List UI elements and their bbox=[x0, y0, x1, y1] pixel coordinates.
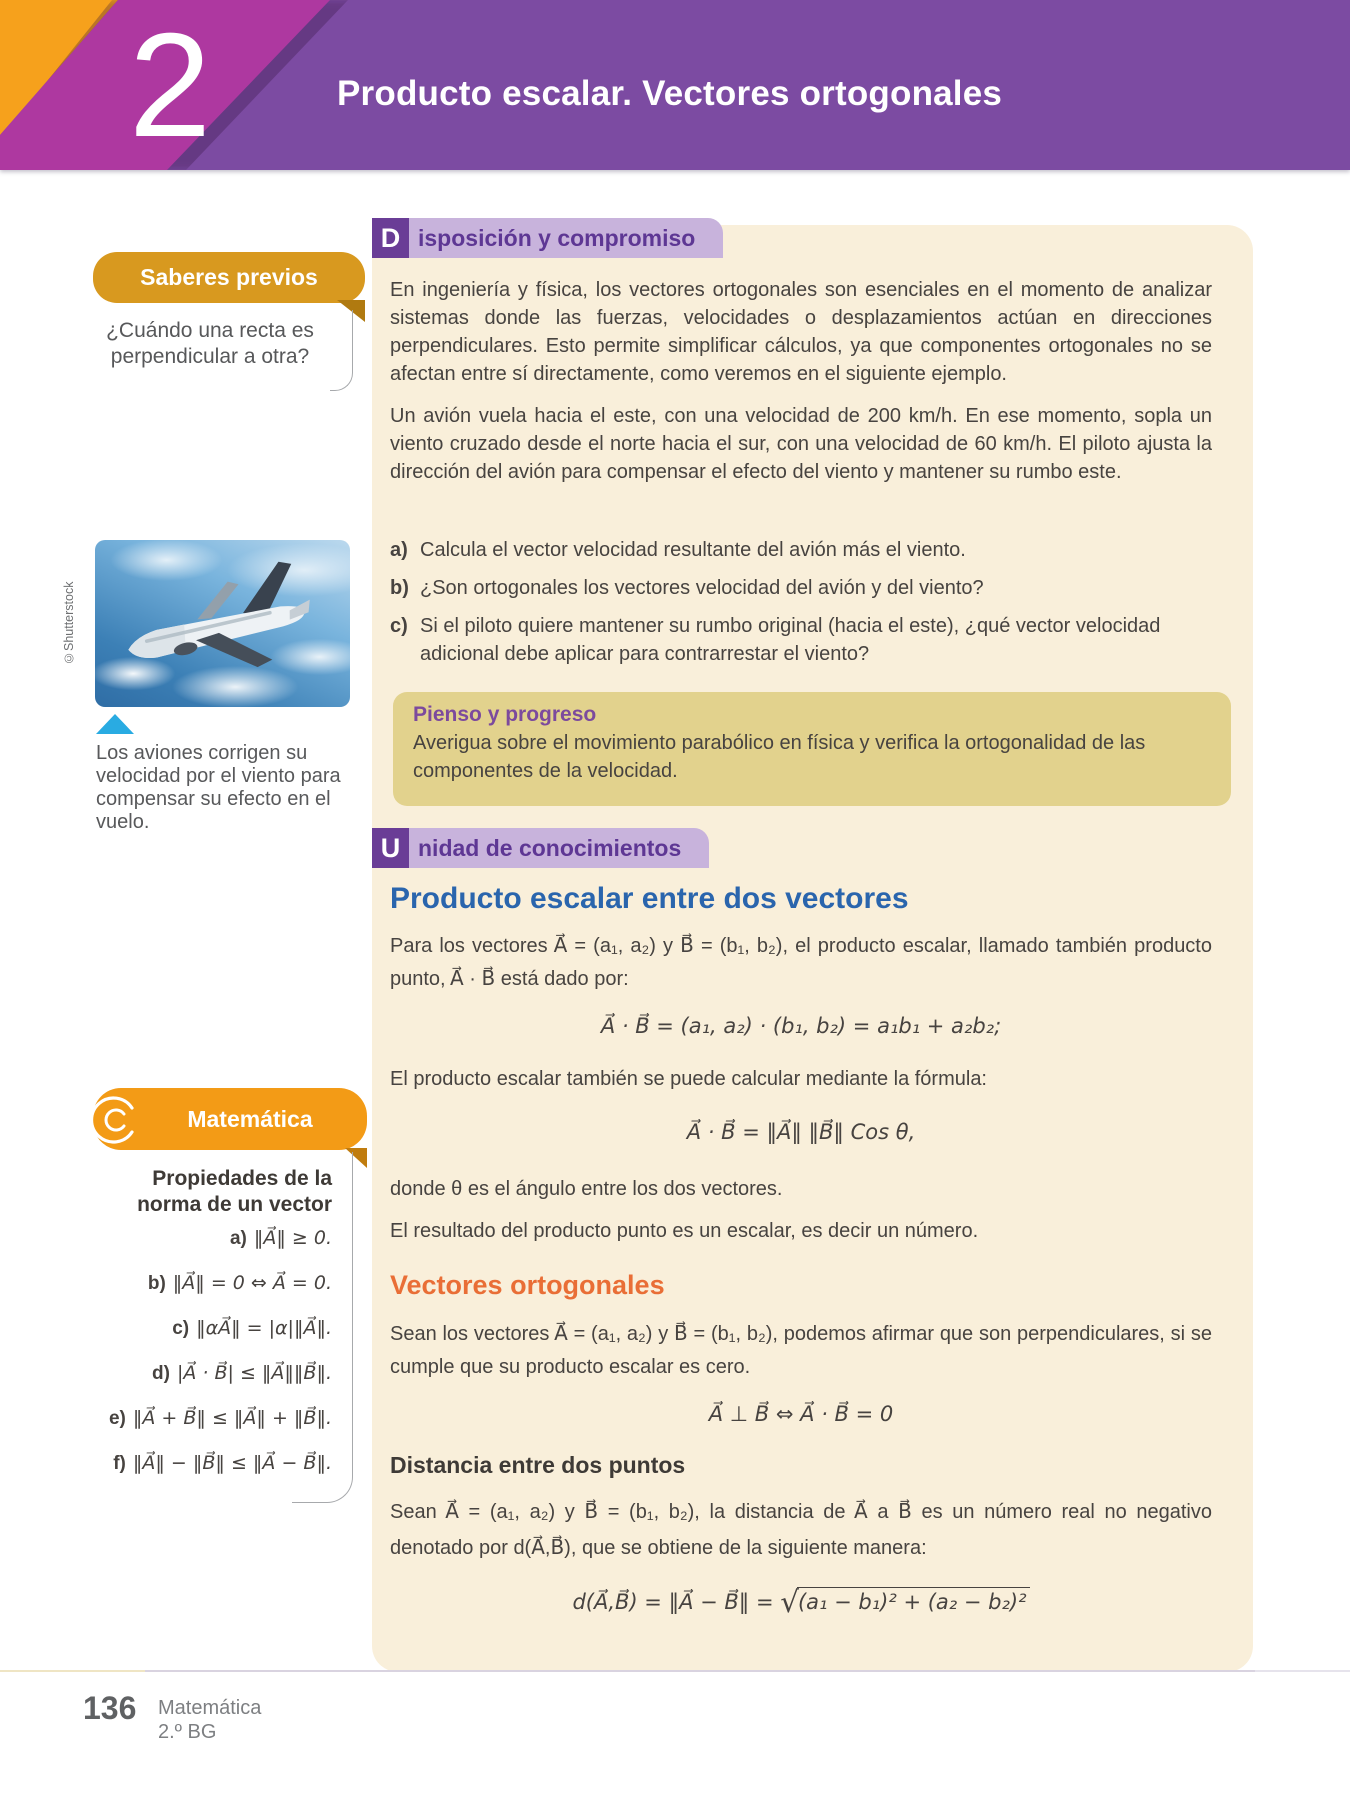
list-item bbox=[390, 612, 1214, 668]
property-formula: ‖A⃗‖ = 0 ⇔ A⃗ = 0. bbox=[172, 1272, 332, 1294]
list-item bbox=[390, 574, 1214, 602]
airplane-illustration bbox=[95, 540, 350, 707]
distancia-intro: Sean A⃗ = (a₁, a₂) y B⃗ = (b₁, b₂), la distancia de A⃗ a B⃗ es un número real no negativo denotado por d(A⃗,B⃗), que se obtiene de la siguiente manera: bbox=[390, 1501, 1212, 1559]
page-title: Producto escalar. Vectores ortogonales bbox=[337, 74, 1003, 113]
property-formula: ‖A⃗‖ − ‖B⃗‖ ≤ ‖A⃗ − B⃗‖. bbox=[132, 1452, 332, 1474]
matematica-title: Matemática bbox=[187, 1106, 313, 1132]
list-item-label: c) bbox=[390, 615, 408, 637]
property-formula: ‖A⃗ + B⃗‖ ≤ ‖A⃗‖ + ‖B⃗‖. bbox=[132, 1407, 332, 1429]
producto-escalar-intro: Para los vectores A⃗ = (a₁, a₂) y B⃗ = (b₁, b₂), el producto escalar, llamado también producto punto, A⃗ · B⃗ está dado por: bbox=[390, 935, 1212, 990]
question-list bbox=[390, 536, 1214, 678]
photo-caption: Los aviones corrigen su velocidad por el viento para compensar su efecto en el vuelo. bbox=[96, 742, 341, 833]
property-label: e) bbox=[108, 1408, 126, 1429]
chip-label: nidad de conocimientos bbox=[409, 828, 709, 868]
radicand: (a₁ − b₁)² + (a₂ − b₂)² bbox=[797, 1587, 1030, 1614]
chip-initial: D bbox=[372, 218, 409, 258]
pienso-title: Pienso y progreso bbox=[413, 703, 597, 726]
airplane-photo bbox=[95, 540, 350, 707]
caption-marker-triangle-icon bbox=[96, 714, 134, 734]
photo-credit: ©Shutterstock bbox=[62, 581, 76, 666]
connection-c-icon bbox=[88, 1092, 144, 1148]
list-item-label: a) bbox=[390, 539, 408, 561]
property-label: a) bbox=[229, 1228, 247, 1249]
scalar-note: El resultado del producto punto es un escalar, es decir un número. bbox=[390, 1220, 979, 1242]
saberes-previos-badge: Saberes previos bbox=[93, 252, 365, 303]
question-bracket bbox=[330, 310, 353, 391]
property-label: f) bbox=[113, 1453, 126, 1474]
list-item-text: ¿Son ortogonales los vectores velocidad del avión y del viento? bbox=[420, 577, 984, 599]
list-item-text: Si el piloto quiere mantener su rumbo original (hacia el este), ¿qué vector velocidad adicional debe aplicar para contrarrestar el viento? bbox=[420, 615, 1161, 665]
property-label: b) bbox=[147, 1273, 166, 1294]
list-item-text: Calcula el vector velocidad resultante del avión más el viento. bbox=[420, 539, 966, 561]
orthogonality-formula: A⃗ ⊥ B⃗ ⇔ A⃗ · B⃗ = 0 bbox=[708, 1402, 894, 1426]
property-formula: ‖A⃗‖ ≥ 0. bbox=[253, 1227, 332, 1249]
distance-formula bbox=[390, 1582, 1212, 1619]
property-label: d) bbox=[152, 1363, 170, 1384]
intro-paragraph-1: En ingeniería y física, los vectores ortogonales son esenciales en el momento de analizar sistemas donde las fuerzas, velocidades o desplazamientos actúan en direcciones perpendiculares. Esto permite simplificar cálculos, ya que componentes ortogonales no se afectan entre sí directamente, como veremos en el siguiente ejemplo. bbox=[390, 279, 1212, 385]
unit-number: 2 bbox=[128, 3, 212, 168]
property-formula: ‖αA⃗‖ = |α|‖A⃗‖. bbox=[196, 1317, 332, 1339]
properties-bracket bbox=[292, 1152, 353, 1503]
section-chip-disposicion bbox=[372, 218, 723, 258]
pienso-y-progreso-box bbox=[393, 692, 1231, 806]
footer-grade: 2.º BG bbox=[158, 1721, 217, 1743]
angle-note: donde θ es el ángulo entre los dos vectores. bbox=[390, 1178, 783, 1200]
pienso-text: Averigua sobre el movimiento parabólico en física y verifica la ortogonalidad de las componentes de la velocidad. bbox=[413, 732, 1146, 782]
distance-formula-prefix: d(A⃗,B⃗) = ‖A⃗ − B⃗‖ = bbox=[572, 1590, 781, 1614]
property-label: c) bbox=[172, 1318, 190, 1339]
footer-rule bbox=[0, 1670, 1350, 1672]
cosine-formula: A⃗ · B⃗ = ‖A⃗‖ ‖B⃗‖ Cos θ, bbox=[686, 1120, 916, 1144]
page-number: 136 bbox=[83, 1690, 137, 1726]
chip-label: isposición y compromiso bbox=[409, 218, 723, 258]
properties-heading: Propiedades de la norma de un vector bbox=[137, 1167, 332, 1216]
dot-product-formula: A⃗ · B⃗ = (a₁, a₂) · (b₁, b₂) = a₁b₁ + a₂b₂; bbox=[600, 1014, 1002, 1038]
chip-initial: U bbox=[372, 828, 409, 868]
ortogonales-intro: Sean los vectores A⃗ = (a₁, a₂) y B⃗ = (b₁, b₂), podemos afirmar que son perpendiculares, si se cumple que su producto escalar es cero. bbox=[390, 1323, 1212, 1378]
property-formula: |A⃗ · B⃗| ≤ ‖A⃗‖‖B⃗‖. bbox=[176, 1362, 332, 1384]
saberes-question: ¿Cuándo una recta es perpendicular a otra? bbox=[106, 319, 314, 368]
list-item-label: b) bbox=[390, 577, 409, 599]
section-title-distancia: Distancia entre dos puntos bbox=[390, 1452, 686, 1478]
section-title-vectores-ortogonales: Vectores ortogonales bbox=[390, 1270, 665, 1300]
list-item bbox=[390, 536, 1214, 564]
unit-header-banner bbox=[0, 0, 1350, 170]
section-title-producto-escalar: Producto escalar entre dos vectores bbox=[390, 882, 909, 915]
formula-note: El producto escalar también se puede calcular mediante la fórmula: bbox=[390, 1068, 987, 1090]
section-chip-unidad bbox=[372, 828, 709, 868]
footer-book-info bbox=[158, 1696, 261, 1744]
radical-sign: √ bbox=[780, 1585, 799, 1619]
intro-paragraph-2: Un avión vuela hacia el este, con una velocidad de 200 km/h. En ese momento, sopla un viento cruzado desde el norte hacia el sur, con una velocidad de 60 km/h. El piloto ajusta la dirección del avión para compensar el efecto del viento y mantener su rumbo este. bbox=[390, 405, 1212, 483]
footer-book-title: Matemática bbox=[158, 1697, 262, 1719]
